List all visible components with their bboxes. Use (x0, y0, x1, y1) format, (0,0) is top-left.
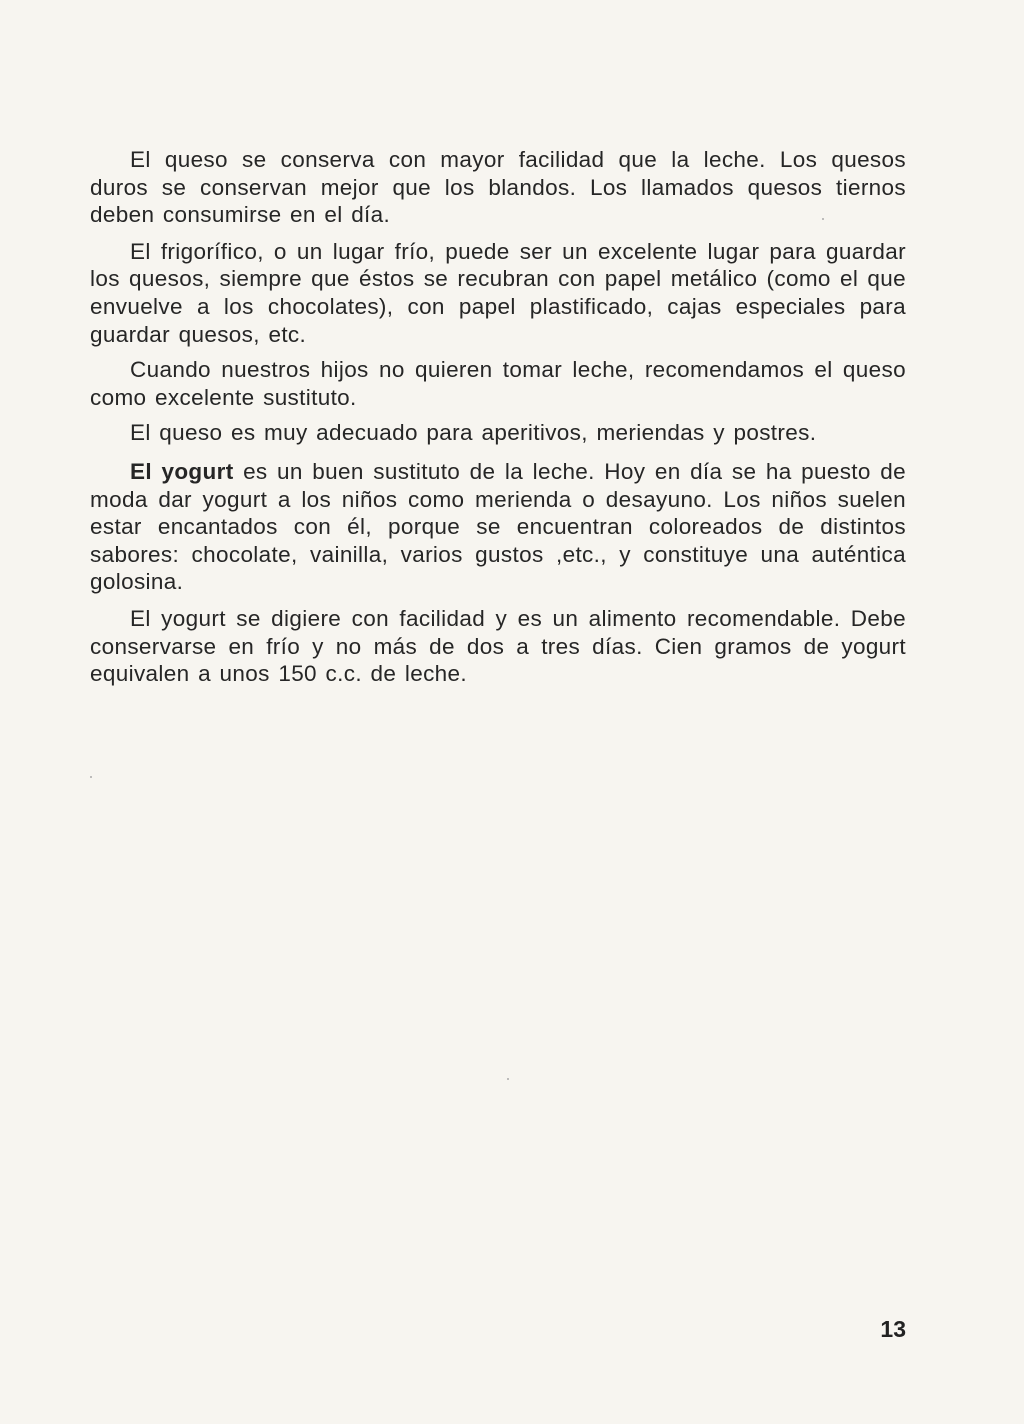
paper-speck (90, 776, 92, 778)
body-text (90, 146, 906, 697)
paragraph-yogurt-digestion: El yogurt se digiere con facilidad y es un alimento recomendable. Debe conservarse en frío y no más de dos a tres días. Cien gramos de yogurt equivalen a unos 150 c.c. de leche. (90, 605, 906, 687)
paragraph-cheese-storage: El queso se conserva con mayor facilidad que la leche. Los quesos duros se conservan mejor que los blandos. Los llamados quesos tiernos deben consumirse en el día. (90, 147, 906, 228)
paragraph-cheese-uses: El queso es muy adecuado para aperitivos, meriendas y postres. (130, 420, 817, 446)
paper-speck (822, 218, 824, 220)
paragraph-refrigerator: El frigorífico, o un lugar frío, puede ser un excelente lugar para guardar los quesos, siempre que éstos se recubran con papel metálico (como el que envuelve a los chocolates), con papel plastificado, cajas especiales para guardar quesos, etc. (90, 238, 906, 347)
paragraph-milk-substitute: Cuando nuestros hijos no quieren tomar leche, recomendamos el queso como excelente sustituto. (90, 357, 906, 410)
yogurt-bold-lead: El yogurt (130, 458, 234, 484)
page-number: 13 (880, 1316, 906, 1342)
paragraph-yogurt (90, 458, 906, 596)
yogurt-paragraph-text: es un buen sustituto de la leche. Hoy en día se ha puesto de moda dar yogurt a los niños como merienda o desayuno. Los niños suelen estar encantados con él, porque se encuentran coloreados de distintos sabores: chocolate, vainilla, varios gustos ,etc., y constituye una auténtica golosina. (90, 458, 906, 595)
paper-speck (507, 1078, 509, 1080)
